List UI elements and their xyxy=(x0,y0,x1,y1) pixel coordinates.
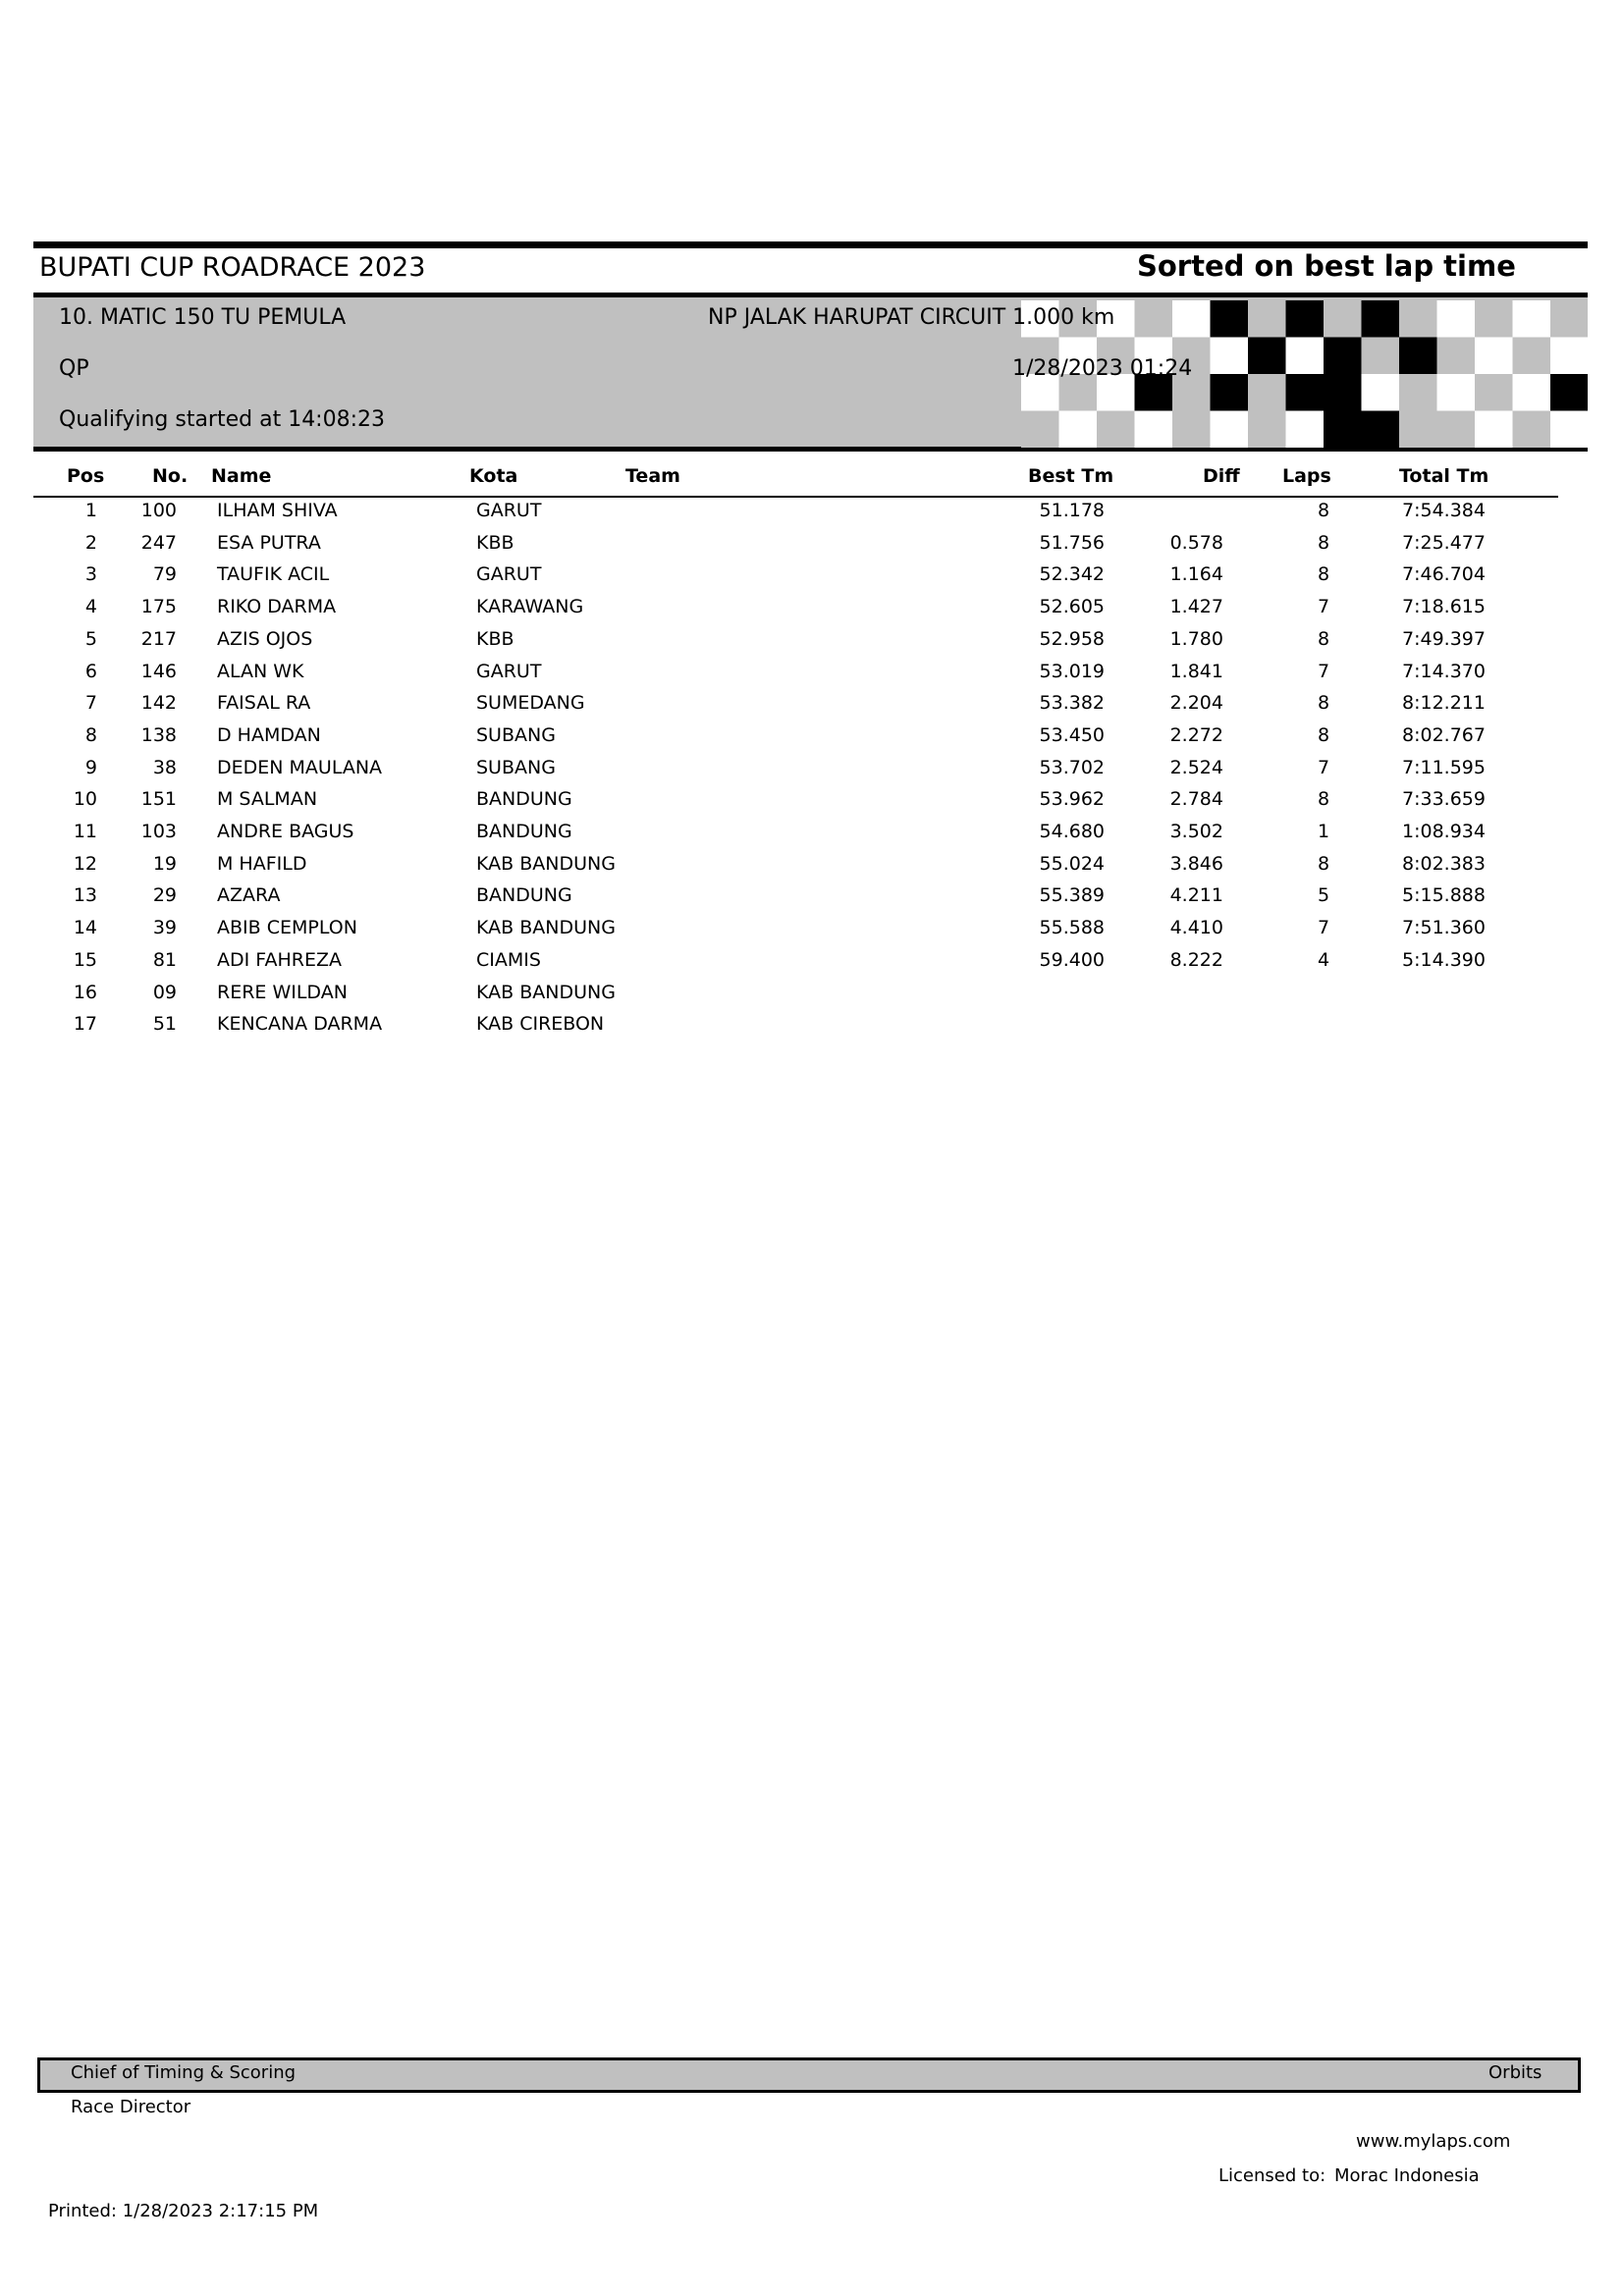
flag-square xyxy=(1437,338,1476,375)
cell-laps: 8 xyxy=(1318,627,1330,650)
cell-diff: 4.211 xyxy=(1169,884,1223,907)
cell-number: 142 xyxy=(140,692,177,715)
cell-name: ILHAM SHIVA xyxy=(217,500,338,521)
flag-square xyxy=(1475,338,1513,375)
cell-total-time: 7:14.370 xyxy=(1402,660,1486,682)
cell-best-time: 53.702 xyxy=(1039,756,1105,778)
cell-kota: SUBANG xyxy=(476,723,556,746)
flag-square xyxy=(1324,338,1362,375)
cell-best-time: 54.680 xyxy=(1039,821,1105,842)
table-row xyxy=(0,982,1623,1013)
flag-square xyxy=(1172,300,1211,338)
cell-pos: 3 xyxy=(84,563,97,586)
cell-best-time: 55.588 xyxy=(1039,917,1105,939)
cell-laps: 4 xyxy=(1318,948,1330,971)
cell-kota: SUBANG xyxy=(476,756,556,778)
table-row xyxy=(0,884,1623,916)
cell-number: 146 xyxy=(140,660,177,682)
cell-laps: 7 xyxy=(1318,917,1330,939)
flag-square xyxy=(1211,338,1249,375)
cell-laps: 8 xyxy=(1318,692,1330,715)
flag-square xyxy=(1399,338,1437,375)
flag-square xyxy=(1097,411,1135,449)
cell-pos: 13 xyxy=(73,884,97,907)
cell-total-time: 7:46.704 xyxy=(1402,563,1486,586)
flag-square xyxy=(1324,300,1362,338)
website-link[interactable]: www.mylaps.com xyxy=(1356,2131,1511,2152)
flag-square xyxy=(1211,300,1249,338)
cell-pos: 4 xyxy=(84,596,97,618)
cell-number: 217 xyxy=(140,627,177,650)
cell-name: RERE WILDAN xyxy=(217,981,348,1003)
flag-square xyxy=(1135,300,1173,338)
cell-best-time: 52.342 xyxy=(1039,563,1105,586)
cell-total-time: 8:02.767 xyxy=(1402,723,1486,746)
cell-laps: 5 xyxy=(1318,884,1330,907)
column-header-best-time: Best Tm xyxy=(1028,465,1114,487)
flag-square xyxy=(1362,411,1400,449)
cell-laps: 7 xyxy=(1318,756,1330,778)
sort-label: Sorted on best lap time xyxy=(1137,249,1516,283)
cell-pos: 6 xyxy=(84,660,97,682)
cell-best-time: 51.178 xyxy=(1039,500,1105,521)
cell-name: D HAMDAN xyxy=(217,723,321,746)
cell-diff: 2.524 xyxy=(1169,756,1223,778)
cell-diff: 1.427 xyxy=(1169,596,1223,618)
session-datetime: 1/28/2023 01:24 xyxy=(1012,356,1193,381)
column-header-kota: Kota xyxy=(469,465,518,487)
cell-best-time: 51.756 xyxy=(1039,531,1105,554)
cell-number: 09 xyxy=(152,981,177,1003)
cell-name: M SALMAN xyxy=(217,788,318,811)
flag-square xyxy=(1211,374,1249,411)
cell-name: ADI FAHREZA xyxy=(217,948,342,971)
flag-square xyxy=(1135,411,1173,449)
cell-diff: 1.841 xyxy=(1169,660,1223,682)
orbits-label: Orbits xyxy=(1488,2062,1542,2083)
cell-number: 19 xyxy=(152,852,177,875)
cell-best-time: 53.382 xyxy=(1039,692,1105,715)
cell-laps: 8 xyxy=(1318,563,1330,586)
cell-diff: 2.784 xyxy=(1169,788,1223,811)
flag-square xyxy=(1399,411,1437,449)
cell-number: 51 xyxy=(152,1013,177,1036)
table-row xyxy=(0,724,1623,756)
cell-pos: 1 xyxy=(84,500,97,521)
table-header-rule xyxy=(33,496,1558,498)
cell-number: 29 xyxy=(152,884,177,907)
class-name: 10. MATIC 150 TU PEMULA xyxy=(59,305,347,330)
flag-square xyxy=(1286,300,1325,338)
cell-laps: 1 xyxy=(1318,821,1330,842)
cell-number: 151 xyxy=(140,788,177,811)
cell-total-time: 7:25.477 xyxy=(1402,531,1486,554)
cell-diff: 4.410 xyxy=(1169,917,1223,939)
table-row xyxy=(0,661,1623,692)
cell-pos: 5 xyxy=(84,627,97,650)
cell-diff: 1.164 xyxy=(1169,563,1223,586)
cell-number: 38 xyxy=(152,756,177,778)
flag-square xyxy=(1172,411,1211,449)
table-row xyxy=(0,821,1623,852)
cell-kota: GARUT xyxy=(476,500,542,521)
cell-total-time: 5:14.390 xyxy=(1402,948,1486,971)
cell-number: 247 xyxy=(140,531,177,554)
flag-square xyxy=(1248,411,1286,449)
table-row xyxy=(0,853,1623,884)
cell-kota: KAB CIREBON xyxy=(476,1013,605,1036)
cell-name: ALAN WK xyxy=(217,660,304,682)
flag-square xyxy=(1059,411,1098,449)
cell-pos: 2 xyxy=(84,531,97,554)
cell-laps: 8 xyxy=(1318,500,1330,521)
cell-kota: KBB xyxy=(476,531,514,554)
cell-total-time: 8:02.383 xyxy=(1402,852,1486,875)
flag-square xyxy=(1550,411,1588,449)
cell-kota: SUMEDANG xyxy=(476,692,585,715)
flag-square xyxy=(1248,300,1286,338)
cell-kota: KAB BANDUNG xyxy=(476,981,616,1003)
flag-square xyxy=(1362,374,1400,411)
cell-laps: 8 xyxy=(1318,788,1330,811)
cell-pos: 8 xyxy=(84,723,97,746)
cell-name: ANDRE BAGUS xyxy=(217,821,354,842)
cell-total-time: 1:08.934 xyxy=(1402,821,1486,842)
race-director-label: Race Director xyxy=(71,2097,191,2117)
cell-total-time: 7:54.384 xyxy=(1402,500,1486,521)
cell-diff: 1.780 xyxy=(1169,627,1223,650)
table-row xyxy=(0,628,1623,660)
licensee-name: Morac Indonesia xyxy=(1334,2165,1480,2186)
cell-number: 79 xyxy=(152,563,177,586)
cell-laps: 8 xyxy=(1318,531,1330,554)
column-header-name: Name xyxy=(211,465,272,487)
column-header-team: Team xyxy=(625,465,680,487)
cell-diff: 3.502 xyxy=(1169,821,1223,842)
table-row xyxy=(0,596,1623,627)
flag-square xyxy=(1286,374,1325,411)
column-header-laps: Laps xyxy=(1282,465,1331,487)
cell-diff: 2.204 xyxy=(1169,692,1223,715)
cell-name: TAUFIK ACIL xyxy=(217,563,330,586)
cell-kota: KBB xyxy=(476,627,514,650)
cell-best-time: 52.605 xyxy=(1039,596,1105,618)
cell-name: DEDEN MAULANA xyxy=(217,756,383,778)
flag-square xyxy=(1211,411,1249,449)
flag-square xyxy=(1513,374,1551,411)
flag-square xyxy=(1513,338,1551,375)
cell-total-time: 5:15.888 xyxy=(1402,884,1486,907)
cell-kota: GARUT xyxy=(476,660,542,682)
cell-name: ABIB CEMPLON xyxy=(217,917,357,939)
cell-total-time: 8:12.211 xyxy=(1402,692,1486,715)
flag-square xyxy=(1437,374,1476,411)
flag-square xyxy=(1437,300,1476,338)
cell-number: 138 xyxy=(140,723,177,746)
flag-square xyxy=(1399,374,1437,411)
table-row xyxy=(0,1013,1623,1044)
table-row xyxy=(0,788,1623,820)
cell-name: AZARA xyxy=(217,884,281,907)
cell-kota: KAB BANDUNG xyxy=(476,917,616,939)
flag-square xyxy=(1550,374,1588,411)
flag-square xyxy=(1550,338,1588,375)
cell-diff: 8.222 xyxy=(1169,948,1223,971)
cell-number: 100 xyxy=(140,500,177,521)
cell-kota: BANDUNG xyxy=(476,821,572,842)
cell-pos: 17 xyxy=(73,1013,97,1036)
flag-square xyxy=(1248,338,1286,375)
cell-pos: 16 xyxy=(73,981,97,1003)
flag-square xyxy=(1513,300,1551,338)
cell-kota: CIAMIS xyxy=(476,948,541,971)
cell-best-time: 55.024 xyxy=(1039,852,1105,875)
cell-number: 103 xyxy=(140,821,177,842)
cell-pos: 15 xyxy=(73,948,97,971)
cell-laps: 7 xyxy=(1318,660,1330,682)
cell-diff: 0.578 xyxy=(1169,531,1223,554)
cell-best-time: 53.962 xyxy=(1039,788,1105,811)
cell-best-time: 53.019 xyxy=(1039,660,1105,682)
cell-best-time: 59.400 xyxy=(1039,948,1105,971)
cell-pos: 14 xyxy=(73,917,97,939)
cell-kota: BANDUNG xyxy=(476,884,572,907)
flag-square xyxy=(1324,411,1362,449)
table-row xyxy=(0,949,1623,981)
column-header-total-time: Total Tm xyxy=(1399,465,1489,487)
flag-square xyxy=(1550,300,1588,338)
cell-diff: 3.846 xyxy=(1169,852,1223,875)
cell-total-time: 7:51.360 xyxy=(1402,917,1486,939)
licensed-to-label: Licensed to: xyxy=(1218,2165,1326,2186)
flag-square xyxy=(1475,411,1513,449)
flag-square xyxy=(1475,300,1513,338)
flag-square xyxy=(1399,300,1437,338)
cell-laps: 8 xyxy=(1318,852,1330,875)
cell-total-time: 7:18.615 xyxy=(1402,596,1486,618)
cell-best-time: 53.450 xyxy=(1039,723,1105,746)
printed-timestamp: Printed: 1/28/2023 2:17:15 PM xyxy=(48,2201,319,2221)
flag-square xyxy=(1324,374,1362,411)
event-title: BUPATI CUP ROADRACE 2023 xyxy=(39,252,426,283)
cell-pos: 9 xyxy=(84,756,97,778)
cell-laps: 8 xyxy=(1318,723,1330,746)
cell-kota: KAB BANDUNG xyxy=(476,852,616,875)
column-header-no: No. xyxy=(152,465,189,487)
cell-kota: GARUT xyxy=(476,563,542,586)
cell-total-time: 7:33.659 xyxy=(1402,788,1486,811)
cell-name: ESA PUTRA xyxy=(217,531,321,554)
flag-square xyxy=(1437,411,1476,449)
cell-kota: KARAWANG xyxy=(476,596,584,618)
flag-square xyxy=(1248,374,1286,411)
session-start-info: Qualifying started at 14:08:23 xyxy=(59,407,385,432)
cell-name: KENCANA DARMA xyxy=(217,1013,383,1036)
cell-number: 39 xyxy=(152,917,177,939)
cell-best-time: 52.958 xyxy=(1039,627,1105,650)
cell-total-time: 7:11.595 xyxy=(1402,756,1486,778)
cell-total-time: 7:49.397 xyxy=(1402,627,1486,650)
cell-laps: 7 xyxy=(1318,596,1330,618)
column-header-pos: Pos xyxy=(67,465,105,487)
table-row xyxy=(0,500,1623,531)
column-header-diff: Diff xyxy=(1203,465,1240,487)
cell-best-time: 55.389 xyxy=(1039,884,1105,907)
table-row xyxy=(0,692,1623,723)
table-row xyxy=(0,917,1623,948)
cell-name: RIKO DARMA xyxy=(217,596,337,618)
cell-name: AZIS OJOS xyxy=(217,627,313,650)
flag-square xyxy=(1513,411,1551,449)
flag-square xyxy=(1021,411,1059,449)
cell-pos: 10 xyxy=(73,788,97,811)
flag-square xyxy=(1362,300,1400,338)
chief-of-timing-label: Chief of Timing & Scoring xyxy=(71,2062,297,2083)
cell-name: FAISAL RA xyxy=(217,692,311,715)
top-rule xyxy=(33,241,1588,248)
cell-number: 175 xyxy=(140,596,177,618)
cell-pos: 7 xyxy=(84,692,97,715)
cell-name: M HAFILD xyxy=(217,852,307,875)
session-label: QP xyxy=(59,356,89,381)
circuit-name: NP JALAK HARUPAT CIRCUIT 1.000 km xyxy=(708,305,1115,330)
cell-pos: 11 xyxy=(73,821,97,842)
table-row xyxy=(0,757,1623,788)
flag-square xyxy=(1286,338,1325,375)
cell-kota: BANDUNG xyxy=(476,788,572,811)
flag-square xyxy=(1286,411,1325,449)
cell-number: 81 xyxy=(152,948,177,971)
cell-diff: 2.272 xyxy=(1169,723,1223,746)
cell-pos: 12 xyxy=(73,852,97,875)
flag-square xyxy=(1362,338,1400,375)
flag-square xyxy=(1475,374,1513,411)
table-row xyxy=(0,532,1623,563)
table-row xyxy=(0,563,1623,595)
